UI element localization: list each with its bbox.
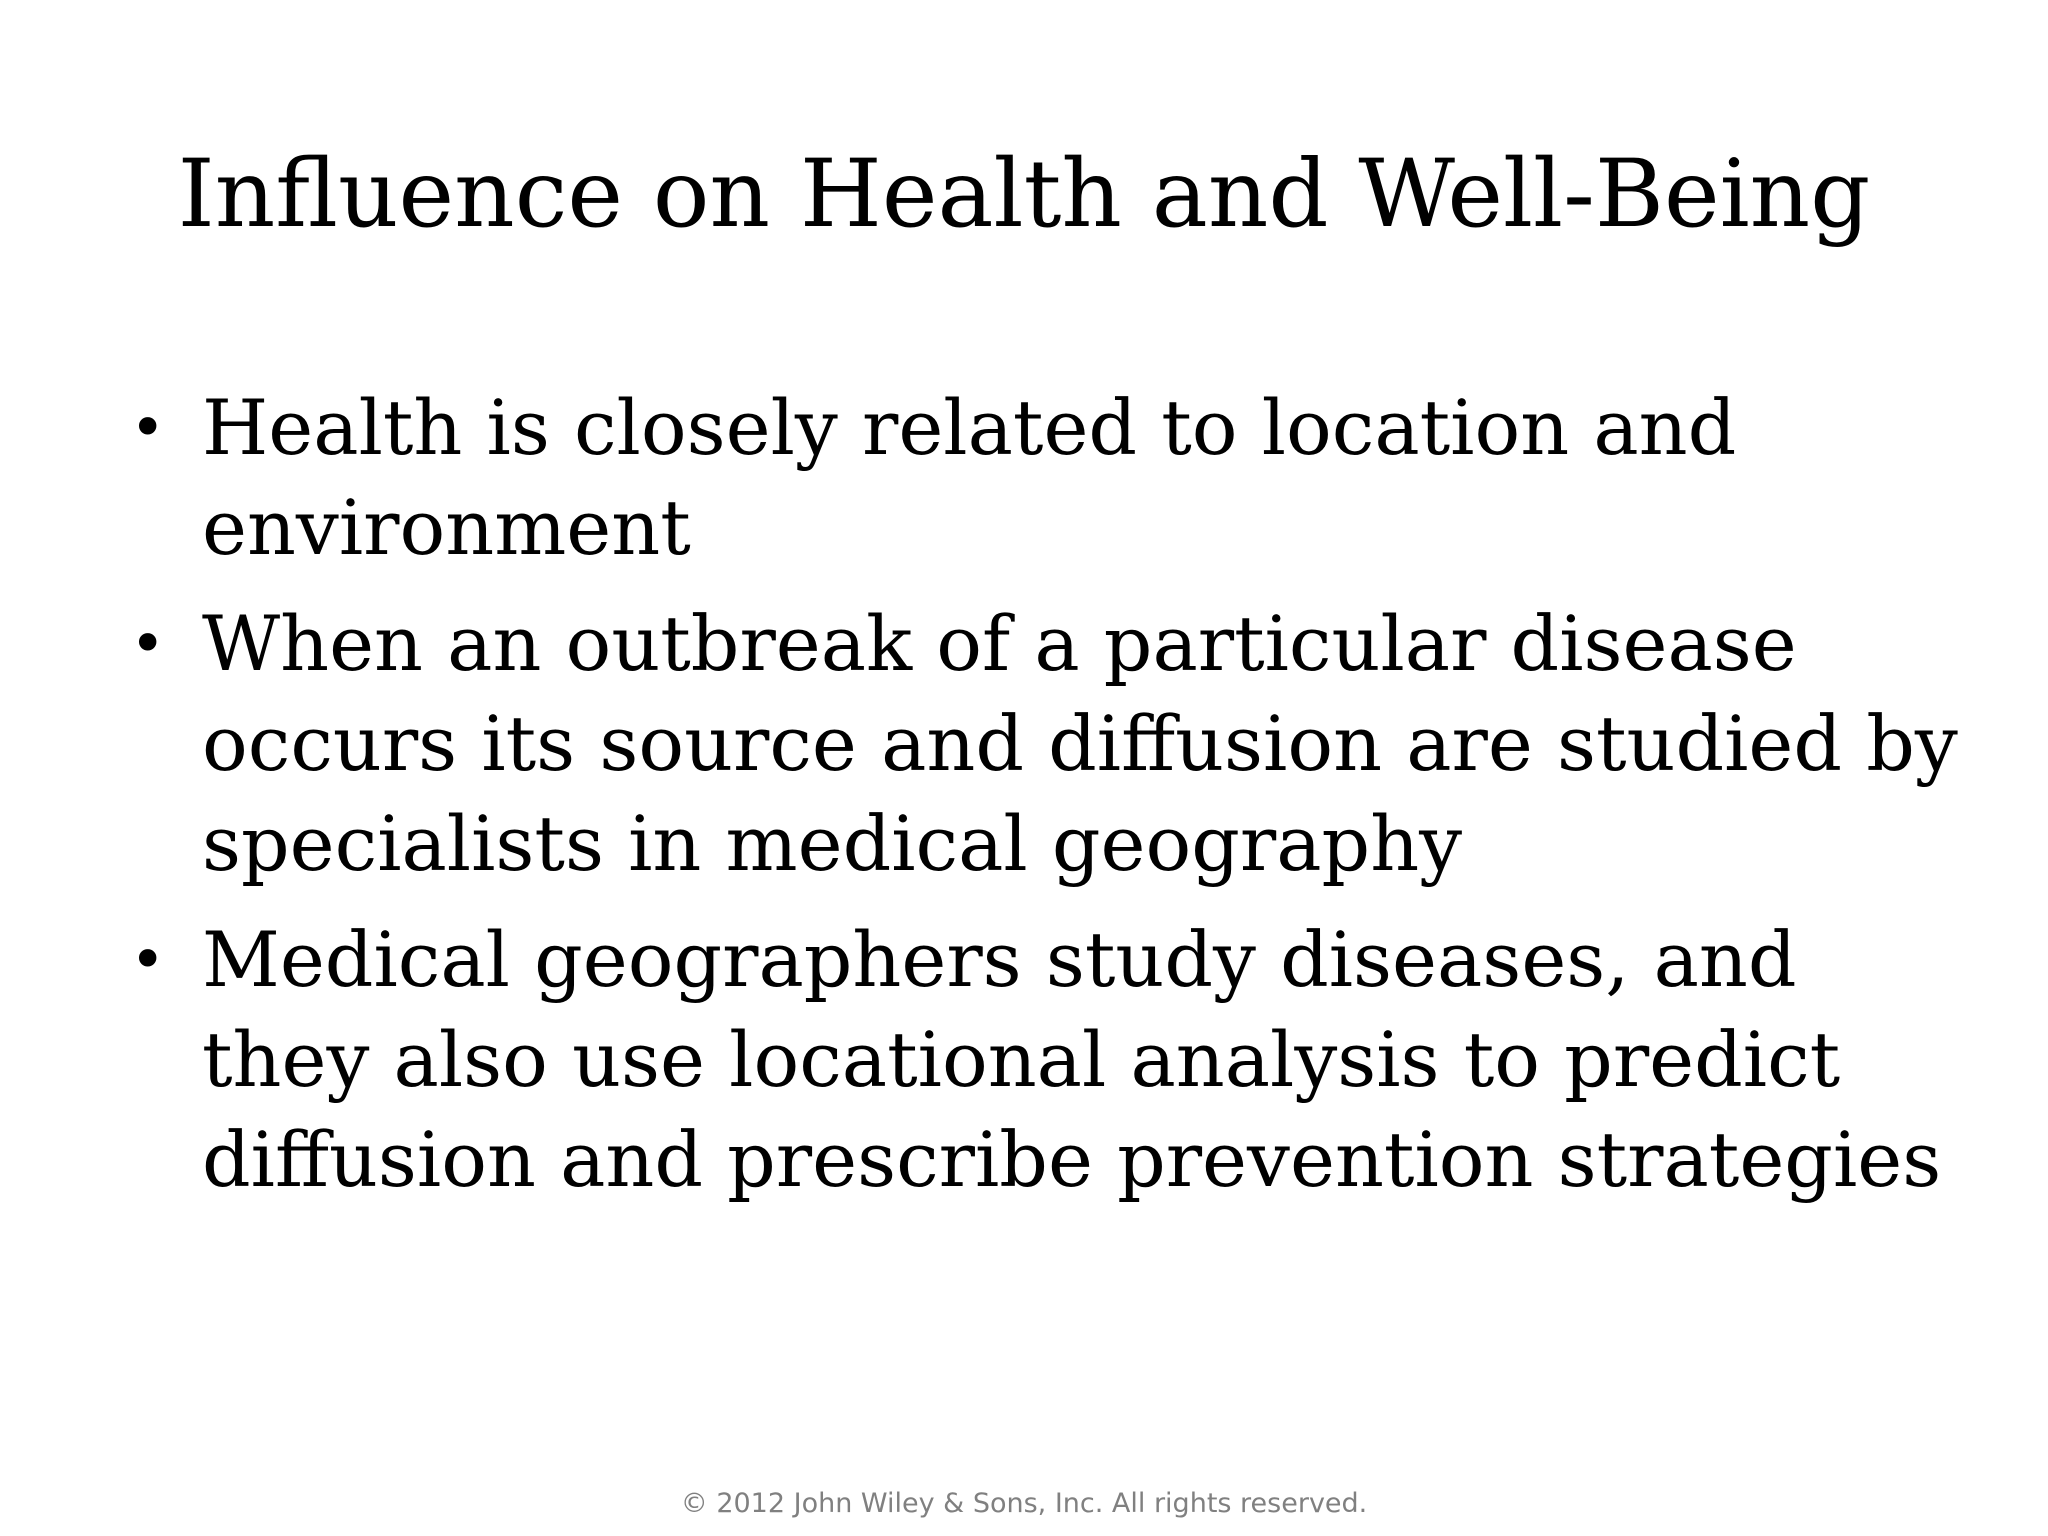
bullet-text: When an outbreak of a particular disease occurs its source and diffusion are studied by specialists in medical geography [202, 599, 1958, 888]
bullet-item [124, 378, 1984, 578]
bullet-item [124, 910, 1984, 1210]
slide-title: Influence on Health and Well-Being [177, 140, 1871, 249]
bullet-item [124, 594, 1984, 894]
bullet-list [124, 378, 1984, 1226]
bullet-icon: • [130, 609, 166, 679]
bullet-text: Medical geographers study diseases, and they also use locational analysis to predict diffusion and prescribe prevention strategies [202, 915, 1942, 1204]
bullet-icon: • [130, 925, 166, 995]
bullet-icon: • [130, 393, 166, 463]
bullet-text: Health is closely related to location and environment [202, 383, 1737, 572]
copyright-footer: © 2012 John Wiley & Sons, Inc. All rights reserved. [680, 1488, 1368, 1519]
